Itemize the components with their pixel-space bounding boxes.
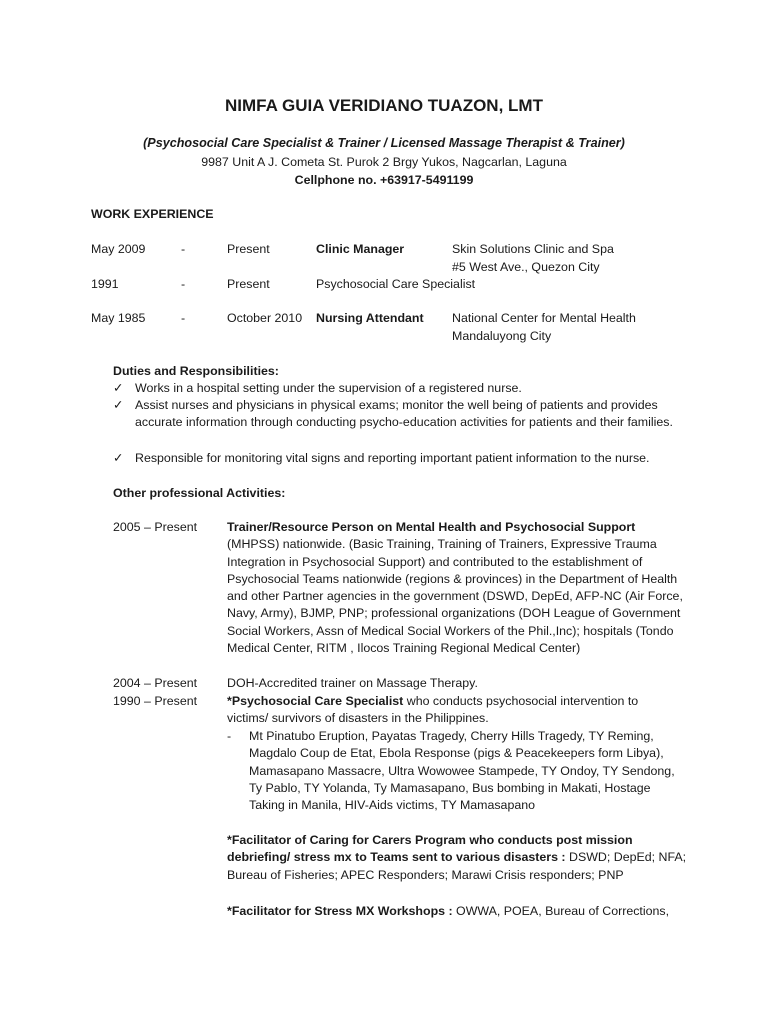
- activity-body: who conducts psychosocial intervention to victims/ survivors of disasters in the Philippines.: [227, 694, 639, 726]
- disaster-events-list: Mt Pinatubo Eruption, Payatas Tragedy, Cherry Hills Tragedy, TY Reming, Magdalo Coup de Etat, Ebola Response (pigs & Peacekeepers form Libya), Mamasapano Massacre, Ultra Wowowee Stampede, TY Ondoy, TY Sendong, Ty Pablo, TY Yolanda, Ty Mamasapano, Bus bombing in Makati, Hostage Taking in Manila, HIV-Aids victims, TY Mamasapano: [249, 729, 675, 813]
- activity-title-suffix: (MHPSS): [227, 537, 280, 552]
- job-date-separator: -: [181, 242, 186, 256]
- caring-title: *Facilitator of Caring for Carers Program who conducts post mission debriefing/ stress mx to Teams sent to various disasters :: [227, 833, 633, 865]
- activity-title: *Psychosocial Care Specialist: [227, 694, 404, 708]
- job-start-date: 1991: [91, 277, 119, 291]
- job-location: #5 West Ave., Quezon City: [452, 260, 600, 274]
- activity-date: 2004 – Present: [113, 676, 198, 690]
- applicant-name: NIMFA GUIA VERIDIANO TUAZON, LMT: [225, 96, 543, 115]
- duties-heading: Duties and Responsibilities:: [113, 364, 279, 378]
- job-end-date: Present: [227, 277, 270, 291]
- duty-item: Responsible for monitoring vital signs and reporting important patient information to the nurse.: [135, 451, 650, 465]
- job-location: Mandaluyong City: [452, 329, 552, 343]
- activity-body: nationwide. (Basic Training, Training of Trainers, Expressive Trauma Integration in Psychosocial Support) and contributed to the establishment of Psychosocial Teams nationwide (regions & provinces) in the Department of Health and other Partner agencies in the government (DSWD, DepEd, AFP-NC (Air Force, Navy, Army), BJMP, PNP; professional organizations (DOH League of Government Social Workers, Assn of Medical Social Workers of the Phil.,Inc); hospitals (Tondo Medical Center, RITM , Ilocos Training Regional Medical Center): [227, 537, 683, 656]
- caring-for-carers-description: [227, 832, 687, 884]
- job-date-separator: -: [181, 277, 186, 291]
- professional-subtitle: (Psychosocial Care Specialist & Trainer / Licensed Massage Therapist & Trainer): [143, 136, 625, 150]
- caring-body: DSWD; DepEd; NFA; Bureau of Fisheries; APEC Responders; Marawi Crisis responders; PNP: [227, 850, 687, 882]
- activity-description: [227, 519, 687, 657]
- work-experience-heading: WORK EXPERIENCE: [91, 207, 214, 221]
- list-dash: -: [227, 729, 232, 743]
- activity-description: DOH-Accredited trainer on Massage Therapy.: [227, 676, 478, 690]
- job-title: Psychosocial Care Specialist: [316, 277, 476, 291]
- duty-item: Assist nurses and physicians in physical exams; monitor the well being of patients and provides accurate information through conducting psycho-education activities for patients and their families.: [135, 398, 673, 430]
- stress-body: OWWA, POEA, Bureau of Corrections,: [452, 904, 670, 918]
- checkmark-icon: ✓: [113, 398, 124, 412]
- job-title: Nursing Attendant: [316, 311, 424, 325]
- checkmark-icon: ✓: [113, 451, 124, 465]
- job-end-date: Present: [227, 242, 270, 256]
- activity-description: [227, 693, 657, 728]
- duty-item: Works in a hospital setting under the supervision of a registered nurse.: [135, 381, 522, 395]
- job-date-separator: -: [181, 311, 186, 325]
- job-start-date: May 1985: [91, 311, 146, 325]
- job-employer: National Center for Mental Health: [452, 311, 636, 325]
- stress-title: *Facilitator for Stress MX Workshops :: [227, 904, 453, 918]
- job-end-date: October 2010: [227, 311, 303, 325]
- stress-workshops-description: [227, 903, 669, 920]
- activity-date: 1990 – Present: [113, 694, 198, 708]
- other-activities-heading: Other professional Activities:: [113, 486, 286, 500]
- job-title: Clinic Manager: [316, 242, 405, 256]
- job-employer: Skin Solutions Clinic and Spa: [452, 242, 614, 256]
- activity-date: 2005 – Present: [113, 520, 198, 534]
- address: 9987 Unit A J. Cometa St. Purok 2 Brgy Yukos, Nagcarlan, Laguna: [201, 155, 567, 169]
- checkmark-icon: ✓: [113, 381, 124, 395]
- job-start-date: May 2009: [91, 242, 146, 256]
- activity-title: Trainer/Resource Person on Mental Health and Psychosocial Support: [227, 520, 636, 534]
- phone-number: Cellphone no. +63917-5491199: [294, 173, 474, 187]
